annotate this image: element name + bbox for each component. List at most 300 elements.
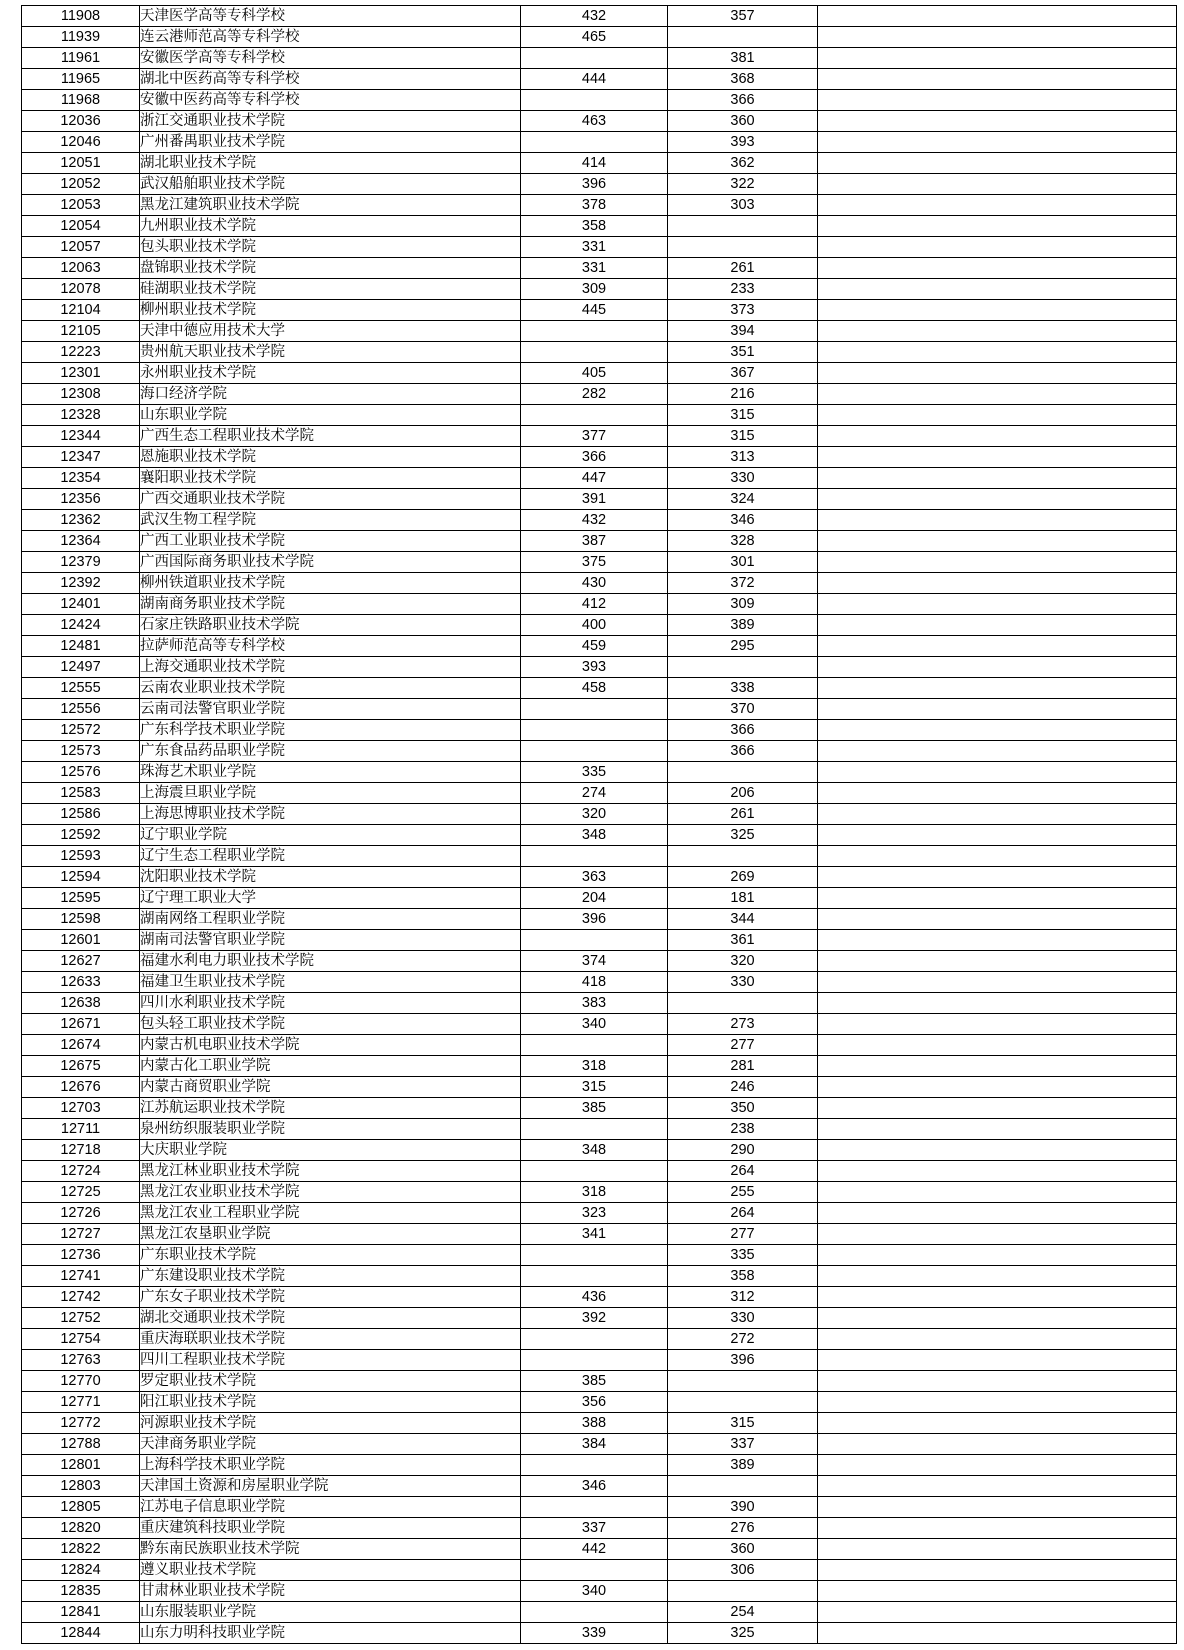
score-2-cell: 322	[668, 174, 818, 195]
empty-cell	[818, 657, 1177, 678]
empty-cell	[818, 279, 1177, 300]
score-2-cell: 344	[668, 909, 818, 930]
empty-cell	[818, 1203, 1177, 1224]
school-name-cell: 重庆建筑科技职业学院	[140, 1518, 521, 1539]
score-2-cell: 346	[668, 510, 818, 531]
score-1-cell: 366	[521, 447, 668, 468]
table-row	[22, 174, 1177, 195]
school-code-cell: 12725	[22, 1182, 140, 1203]
school-code-cell: 12053	[22, 195, 140, 216]
school-code-cell: 12752	[22, 1308, 140, 1329]
score-1-cell: 430	[521, 573, 668, 594]
score-2-cell: 357	[668, 6, 818, 27]
empty-cell	[818, 552, 1177, 573]
school-name-cell: 黑龙江建筑职业技术学院	[140, 195, 521, 216]
empty-cell	[818, 174, 1177, 195]
score-2-cell: 272	[668, 1329, 818, 1350]
score-2-cell: 394	[668, 321, 818, 342]
school-code-cell: 12555	[22, 678, 140, 699]
school-code-cell: 12392	[22, 573, 140, 594]
school-name-cell: 天津国土资源和房屋职业学院	[140, 1476, 521, 1497]
table-row	[22, 405, 1177, 426]
score-1-cell	[521, 405, 668, 426]
empty-cell	[818, 909, 1177, 930]
school-code-cell: 12424	[22, 615, 140, 636]
score-2-cell: 281	[668, 1056, 818, 1077]
table-row	[22, 195, 1177, 216]
school-name-cell: 湖南司法警官职业学院	[140, 930, 521, 951]
empty-cell	[818, 1287, 1177, 1308]
score-1-cell: 363	[521, 867, 668, 888]
score-2-cell: 372	[668, 573, 818, 594]
school-code-cell: 12726	[22, 1203, 140, 1224]
empty-cell	[818, 1539, 1177, 1560]
empty-cell	[818, 1056, 1177, 1077]
school-code-cell: 12598	[22, 909, 140, 930]
empty-cell	[818, 825, 1177, 846]
table-row	[22, 1014, 1177, 1035]
empty-cell	[818, 1140, 1177, 1161]
school-code-cell: 11908	[22, 6, 140, 27]
school-code-cell: 12572	[22, 720, 140, 741]
score-2-cell: 216	[668, 384, 818, 405]
school-name-cell: 内蒙古商贸职业学院	[140, 1077, 521, 1098]
table-row	[22, 111, 1177, 132]
school-code-cell: 12771	[22, 1392, 140, 1413]
table-row	[22, 1056, 1177, 1077]
table-row	[22, 1119, 1177, 1140]
empty-cell	[818, 363, 1177, 384]
score-1-cell: 348	[521, 825, 668, 846]
score-1-cell: 274	[521, 783, 668, 804]
table-row	[22, 1413, 1177, 1434]
score-2-cell: 233	[668, 279, 818, 300]
score-1-cell	[521, 48, 668, 69]
score-1-cell: 418	[521, 972, 668, 993]
school-code-cell: 12803	[22, 1476, 140, 1497]
empty-cell	[818, 489, 1177, 510]
score-2-cell: 277	[668, 1035, 818, 1056]
school-code-cell: 12772	[22, 1413, 140, 1434]
school-name-cell: 山东力明科技职业学院	[140, 1623, 521, 1644]
school-code-cell: 12703	[22, 1098, 140, 1119]
table-row	[22, 1476, 1177, 1497]
score-2-cell: 373	[668, 300, 818, 321]
score-2-cell: 396	[668, 1350, 818, 1371]
school-code-cell: 12595	[22, 888, 140, 909]
school-code-cell: 12727	[22, 1224, 140, 1245]
score-2-cell: 295	[668, 636, 818, 657]
score-2-cell: 330	[668, 1308, 818, 1329]
score-table-body	[22, 6, 1177, 1644]
school-code-cell: 12835	[22, 1581, 140, 1602]
score-2-cell	[668, 1392, 818, 1413]
school-code-cell: 12627	[22, 951, 140, 972]
school-name-cell: 恩施职业技术学院	[140, 447, 521, 468]
school-code-cell: 12573	[22, 741, 140, 762]
school-name-cell: 阳江职业技术学院	[140, 1392, 521, 1413]
table-row	[22, 489, 1177, 510]
school-name-cell: 柳州铁道职业技术学院	[140, 573, 521, 594]
table-row	[22, 1623, 1177, 1644]
school-name-cell: 湖南商务职业技术学院	[140, 594, 521, 615]
school-code-cell: 12052	[22, 174, 140, 195]
score-2-cell: 389	[668, 1455, 818, 1476]
empty-cell	[818, 321, 1177, 342]
score-2-cell: 301	[668, 552, 818, 573]
school-name-cell: 辽宁理工职业大学	[140, 888, 521, 909]
table-row	[22, 1140, 1177, 1161]
empty-cell	[818, 930, 1177, 951]
score-2-cell: 338	[668, 678, 818, 699]
score-1-cell: 315	[521, 1077, 668, 1098]
table-row	[22, 258, 1177, 279]
school-code-cell: 12481	[22, 636, 140, 657]
school-name-cell: 广州番禺职业技术学院	[140, 132, 521, 153]
empty-cell	[818, 741, 1177, 762]
empty-cell	[818, 153, 1177, 174]
table-row	[22, 1266, 1177, 1287]
school-name-cell: 黔东南民族职业技术学院	[140, 1539, 521, 1560]
empty-cell	[818, 1497, 1177, 1518]
empty-cell	[818, 1560, 1177, 1581]
table-row	[22, 1224, 1177, 1245]
score-2-cell: 351	[668, 342, 818, 363]
school-name-cell: 包头轻工职业技术学院	[140, 1014, 521, 1035]
school-name-cell: 上海思博职业技术学院	[140, 804, 521, 825]
table-row	[22, 972, 1177, 993]
score-2-cell: 368	[668, 69, 818, 90]
school-code-cell: 12347	[22, 447, 140, 468]
empty-cell	[818, 1602, 1177, 1623]
score-1-cell: 432	[521, 510, 668, 531]
table-row	[22, 342, 1177, 363]
score-2-cell: 350	[668, 1098, 818, 1119]
empty-cell	[818, 27, 1177, 48]
table-row	[22, 426, 1177, 447]
score-1-cell: 458	[521, 678, 668, 699]
school-name-cell: 湖北中医药高等专科学校	[140, 69, 521, 90]
score-2-cell: 389	[668, 615, 818, 636]
score-2-cell: 381	[668, 48, 818, 69]
school-name-cell: 四川水利职业技术学院	[140, 993, 521, 1014]
empty-cell	[818, 1119, 1177, 1140]
school-code-cell: 12308	[22, 384, 140, 405]
table-row	[22, 804, 1177, 825]
table-row	[22, 132, 1177, 153]
empty-cell	[818, 216, 1177, 237]
score-2-cell: 261	[668, 258, 818, 279]
school-code-cell: 12556	[22, 699, 140, 720]
table-row	[22, 720, 1177, 741]
school-name-cell: 广西交通职业技术学院	[140, 489, 521, 510]
empty-cell	[818, 132, 1177, 153]
score-2-cell: 277	[668, 1224, 818, 1245]
school-name-cell: 广东建设职业技术学院	[140, 1266, 521, 1287]
school-name-cell: 珠海艺术职业学院	[140, 762, 521, 783]
score-2-cell	[668, 237, 818, 258]
empty-cell	[818, 237, 1177, 258]
score-1-cell	[521, 699, 668, 720]
score-1-cell	[521, 1035, 668, 1056]
school-code-cell: 12497	[22, 657, 140, 678]
score-1-cell: 387	[521, 531, 668, 552]
empty-cell	[818, 1329, 1177, 1350]
table-row	[22, 153, 1177, 174]
score-1-cell: 392	[521, 1308, 668, 1329]
school-code-cell: 12770	[22, 1371, 140, 1392]
score-1-cell: 432	[521, 6, 668, 27]
empty-cell	[818, 1455, 1177, 1476]
score-1-cell	[521, 1602, 668, 1623]
score-1-cell	[521, 741, 668, 762]
school-code-cell: 12078	[22, 279, 140, 300]
school-code-cell: 12576	[22, 762, 140, 783]
school-code-cell: 12046	[22, 132, 140, 153]
empty-cell	[818, 636, 1177, 657]
score-1-cell	[521, 132, 668, 153]
table-row	[22, 1518, 1177, 1539]
score-1-cell: 465	[521, 27, 668, 48]
score-2-cell: 320	[668, 951, 818, 972]
school-name-cell: 泉州纺织服装职业学院	[140, 1119, 521, 1140]
score-2-cell: 306	[668, 1560, 818, 1581]
table-row	[22, 279, 1177, 300]
table-row	[22, 1350, 1177, 1371]
score-1-cell: 320	[521, 804, 668, 825]
score-1-cell: 385	[521, 1371, 668, 1392]
empty-cell	[818, 1476, 1177, 1497]
empty-cell	[818, 1350, 1177, 1371]
school-code-cell: 12711	[22, 1119, 140, 1140]
table-row	[22, 1077, 1177, 1098]
school-code-cell: 12805	[22, 1497, 140, 1518]
table-row	[22, 825, 1177, 846]
score-1-cell	[521, 1455, 668, 1476]
school-name-cell: 广西生态工程职业技术学院	[140, 426, 521, 447]
score-table	[21, 5, 1177, 1644]
table-row	[22, 1581, 1177, 1602]
score-1-cell: 282	[521, 384, 668, 405]
school-name-cell: 贵州航天职业技术学院	[140, 342, 521, 363]
empty-cell	[818, 720, 1177, 741]
school-code-cell: 11965	[22, 69, 140, 90]
school-code-cell: 12593	[22, 846, 140, 867]
school-code-cell: 12592	[22, 825, 140, 846]
school-code-cell: 12742	[22, 1287, 140, 1308]
school-code-cell: 11968	[22, 90, 140, 111]
score-2-cell: 255	[668, 1182, 818, 1203]
school-name-cell: 武汉生物工程学院	[140, 510, 521, 531]
score-1-cell: 414	[521, 153, 668, 174]
empty-cell	[818, 1434, 1177, 1455]
school-name-cell: 上海震旦职业学院	[140, 783, 521, 804]
school-code-cell: 12379	[22, 552, 140, 573]
school-name-cell: 拉萨师范高等专科学校	[140, 636, 521, 657]
empty-cell	[818, 6, 1177, 27]
school-code-cell: 12718	[22, 1140, 140, 1161]
table-row	[22, 699, 1177, 720]
score-2-cell: 366	[668, 720, 818, 741]
school-name-cell: 甘肃林业职业技术学院	[140, 1581, 521, 1602]
score-1-cell	[521, 1119, 668, 1140]
table-row	[22, 636, 1177, 657]
empty-cell	[818, 48, 1177, 69]
score-2-cell: 361	[668, 930, 818, 951]
school-name-cell: 云南农业职业技术学院	[140, 678, 521, 699]
score-2-cell	[668, 657, 818, 678]
school-code-cell: 12594	[22, 867, 140, 888]
school-name-cell: 内蒙古化工职业学院	[140, 1056, 521, 1077]
score-2-cell	[668, 1476, 818, 1497]
school-name-cell: 黑龙江农垦职业学院	[140, 1224, 521, 1245]
school-code-cell: 12036	[22, 111, 140, 132]
score-1-cell	[521, 1560, 668, 1581]
table-row	[22, 678, 1177, 699]
score-2-cell: 315	[668, 405, 818, 426]
score-1-cell: 375	[521, 552, 668, 573]
table-row	[22, 216, 1177, 237]
table-row	[22, 1182, 1177, 1203]
school-code-cell: 12638	[22, 993, 140, 1014]
school-code-cell: 12754	[22, 1329, 140, 1350]
school-name-cell: 襄阳职业技术学院	[140, 468, 521, 489]
school-name-cell: 山东职业学院	[140, 405, 521, 426]
score-2-cell: 290	[668, 1140, 818, 1161]
table-row	[22, 930, 1177, 951]
score-2-cell	[668, 27, 818, 48]
table-row	[22, 762, 1177, 783]
school-name-cell: 盘锦职业技术学院	[140, 258, 521, 279]
score-2-cell: 206	[668, 783, 818, 804]
school-name-cell: 辽宁生态工程职业学院	[140, 846, 521, 867]
table-row	[22, 300, 1177, 321]
score-2-cell: 238	[668, 1119, 818, 1140]
score-2-cell	[668, 846, 818, 867]
empty-cell	[818, 867, 1177, 888]
empty-cell	[818, 594, 1177, 615]
score-1-cell: 463	[521, 111, 668, 132]
table-row	[22, 615, 1177, 636]
school-code-cell: 12671	[22, 1014, 140, 1035]
school-code-cell: 12633	[22, 972, 140, 993]
school-name-cell: 广西国际商务职业技术学院	[140, 552, 521, 573]
empty-cell	[818, 1308, 1177, 1329]
school-name-cell: 罗定职业技术学院	[140, 1371, 521, 1392]
score-2-cell: 303	[668, 195, 818, 216]
school-name-cell: 广东女子职业技术学院	[140, 1287, 521, 1308]
empty-cell	[818, 342, 1177, 363]
empty-cell	[818, 111, 1177, 132]
school-name-cell: 武汉船舶职业技术学院	[140, 174, 521, 195]
score-2-cell: 325	[668, 825, 818, 846]
school-name-cell: 河源职业技术学院	[140, 1413, 521, 1434]
score-1-cell: 318	[521, 1056, 668, 1077]
table-row	[22, 1329, 1177, 1350]
table-row	[22, 552, 1177, 573]
empty-cell	[818, 1035, 1177, 1056]
table-row	[22, 657, 1177, 678]
school-name-cell: 遵义职业技术学院	[140, 1560, 521, 1581]
score-1-cell	[521, 1497, 668, 1518]
school-code-cell: 12362	[22, 510, 140, 531]
score-2-cell: 330	[668, 468, 818, 489]
empty-cell	[818, 1581, 1177, 1602]
table-row	[22, 1161, 1177, 1182]
school-code-cell: 12051	[22, 153, 140, 174]
empty-cell	[818, 1245, 1177, 1266]
school-code-cell: 12801	[22, 1455, 140, 1476]
school-code-cell: 12328	[22, 405, 140, 426]
empty-cell	[818, 510, 1177, 531]
table-row	[22, 1203, 1177, 1224]
school-name-cell: 广西工业职业技术学院	[140, 531, 521, 552]
empty-cell	[818, 1623, 1177, 1644]
school-code-cell: 12763	[22, 1350, 140, 1371]
school-name-cell: 天津中德应用技术大学	[140, 321, 521, 342]
school-code-cell: 11939	[22, 27, 140, 48]
score-1-cell	[521, 1329, 668, 1350]
empty-cell	[818, 972, 1177, 993]
table-row	[22, 573, 1177, 594]
table-row	[22, 741, 1177, 762]
school-name-cell: 云南司法警官职业学院	[140, 699, 521, 720]
score-1-cell: 346	[521, 1476, 668, 1497]
empty-cell	[818, 1266, 1177, 1287]
table-row	[22, 1392, 1177, 1413]
school-code-cell: 12401	[22, 594, 140, 615]
school-name-cell: 柳州职业技术学院	[140, 300, 521, 321]
table-row	[22, 909, 1177, 930]
score-2-cell: 261	[668, 804, 818, 825]
table-row	[22, 321, 1177, 342]
school-name-cell: 永州职业技术学院	[140, 363, 521, 384]
score-1-cell: 412	[521, 594, 668, 615]
score-1-cell: 405	[521, 363, 668, 384]
school-name-cell: 黑龙江农业工程职业学院	[140, 1203, 521, 1224]
empty-cell	[818, 1413, 1177, 1434]
table-row	[22, 1602, 1177, 1623]
empty-cell	[818, 1518, 1177, 1539]
empty-cell	[818, 405, 1177, 426]
score-2-cell: 264	[668, 1203, 818, 1224]
school-name-cell: 上海科学技术职业学院	[140, 1455, 521, 1476]
school-name-cell: 四川工程职业技术学院	[140, 1350, 521, 1371]
school-code-cell: 12301	[22, 363, 140, 384]
school-code-cell: 12822	[22, 1539, 140, 1560]
school-name-cell: 重庆海联职业技术学院	[140, 1329, 521, 1350]
score-1-cell: 445	[521, 300, 668, 321]
table-row	[22, 867, 1177, 888]
school-code-cell: 12223	[22, 342, 140, 363]
score-1-cell: 436	[521, 1287, 668, 1308]
school-name-cell: 浙江交通职业技术学院	[140, 111, 521, 132]
table-row	[22, 1455, 1177, 1476]
score-1-cell: 335	[521, 762, 668, 783]
school-code-cell: 12586	[22, 804, 140, 825]
score-2-cell: 390	[668, 1497, 818, 1518]
score-1-cell	[521, 1245, 668, 1266]
score-2-cell	[668, 1371, 818, 1392]
score-2-cell: 366	[668, 90, 818, 111]
school-code-cell: 12736	[22, 1245, 140, 1266]
table-row	[22, 90, 1177, 111]
score-1-cell	[521, 720, 668, 741]
school-name-cell: 大庆职业学院	[140, 1140, 521, 1161]
score-1-cell	[521, 930, 668, 951]
school-code-cell: 12824	[22, 1560, 140, 1581]
score-1-cell: 337	[521, 1518, 668, 1539]
